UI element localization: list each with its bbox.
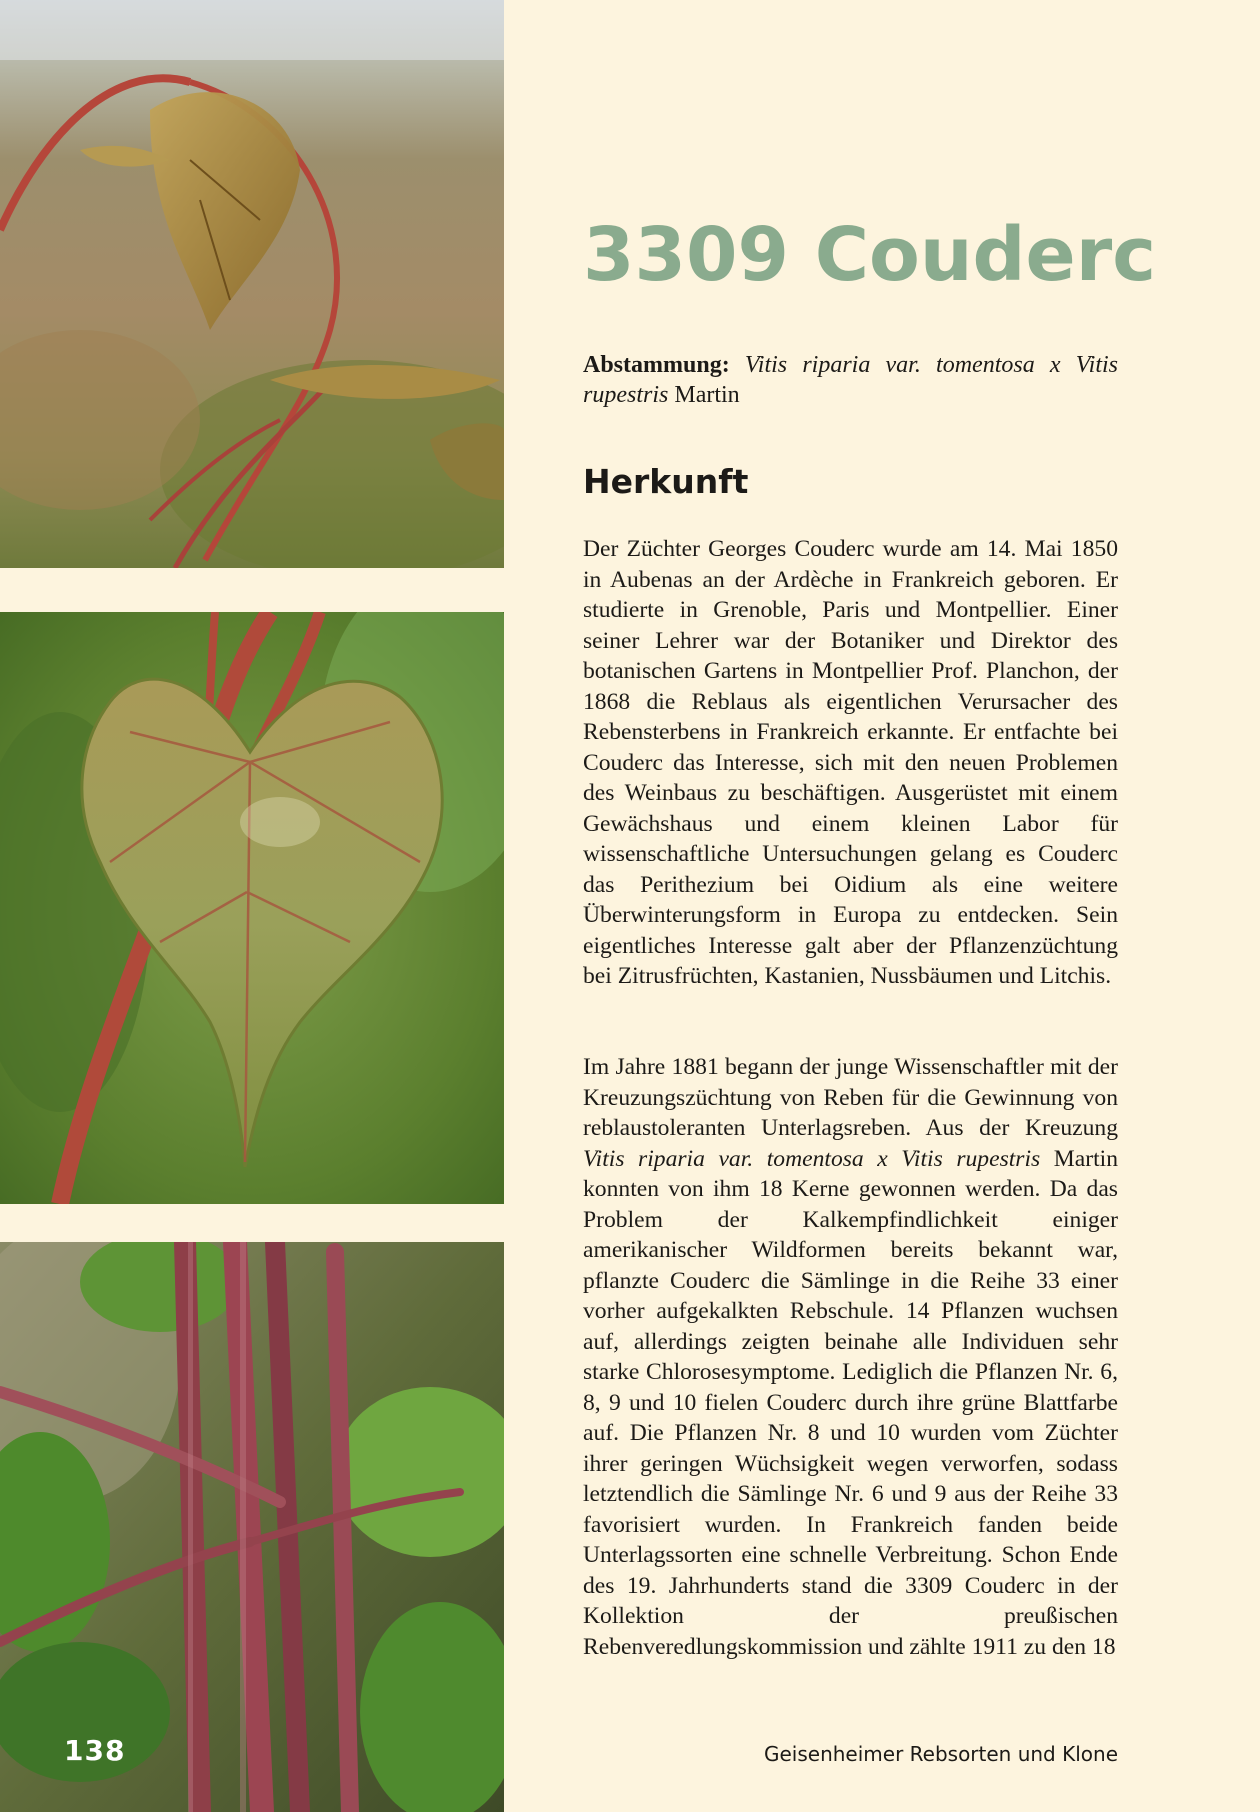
paragraph-2-part-2: Martin konnten von ihm 18 Kerne gewonnen werden. Da das Problem der Kalkempfindlichkeit einiger amerikanischer Wildformen bereits bekannt war, pflanzte Couderc die Sämlinge in die Reihe 33 einer vorher aufgekalkten Rebschule. 14 Pflanzen wuchsen auf, allerdings zeigten beinahe alle Individuen sehr starke Chlorosesymptome. Lediglich die Pflanzen Nr. 6, 8, 9 und 10 fielen Couderc durch ihre grüne Blattfarbe auf. Die Pflanzen Nr. 8 und 10 wurden vom Züchter ihrer geringen Wüchsigkeit wegen verworfen, sodass letztendlich die Sämlinge Nr. 6 und 9 aus der Reihe 33 favorisiert wurden. In Frankreich fanden beide Unterlagssorten eine schnelle Verbreitung. Schon Ende des 19. Jahrhunderts stand die 3309 Couderc in der Kollektion der preußischen Rebenveredlungskommission und zählte 1911 zu den 18 bbox=[583, 1145, 1118, 1660]
body-paragraph-1: Der Züchter Georges Couderc wurde am 14. Mai 1850 in Aubenas an der Ardèche in Frankreich geboren. Er studierte in Grenoble, Paris und Montpellier. Einer seiner Lehrer war der Botaniker und Direktor des botanischen Gartens in Montpellier Prof. Planchon, der 1868 die Reblaus als eigentlichen Verursacher des Rebensterbens in Frankreich erkannte. Er entfachte bei Couderc das Interesse, sich mit den neuen Problemen des Weinbaus zu beschäftigen. Ausgerüstet mit einem Gewächshaus und einem kleinen Labor für wissenschaftliche Untersuchungen gelang es Couderc das Perithezium bei Oidium als eine weitere Überwinterungsform in Europa zu entdecken. Sein eigentliches Interesse galt aber der Pflanzenzüchtung bei Zitrusfrüchten, Kastanien, Nussbäumen und Litchis. bbox=[583, 536, 1118, 989]
photo-vine-canes bbox=[0, 1242, 504, 1812]
photo-vine-leaf bbox=[0, 612, 504, 1204]
lineage-cross: Vitis riparia var. tomentosa x Vitis rupestris bbox=[583, 352, 1118, 408]
lineage-label: Abstammung: bbox=[583, 352, 730, 378]
vine-tendril-photo-icon bbox=[0, 0, 504, 568]
page-title: 3309 Couderc bbox=[583, 212, 1157, 298]
lineage-suffix: Martin bbox=[668, 382, 740, 408]
lineage-line bbox=[583, 350, 1118, 410]
paragraph-2-part-1: Im Jahre 1881 begann der junge Wissenschaftler mit der Kreuzungszüchtung von Reben für die Gewinnung von reblaustoleranten Unterlagsreben. Aus der Kreuzung bbox=[583, 1054, 1118, 1141]
section-heading-herkunft: Herkunft bbox=[583, 462, 749, 501]
page-number: 138 bbox=[64, 1734, 126, 1767]
photo-shoot-tendrils bbox=[0, 0, 504, 568]
page-footer: Geisenheimer Rebsorten und Klone bbox=[763, 1742, 1118, 1766]
paragraph-2-italic: Vitis riparia var. tomentosa x Vitis rupestris bbox=[583, 1145, 1041, 1172]
vine-canes-photo-icon bbox=[0, 1242, 504, 1812]
body-paragraph-2 bbox=[583, 1052, 1118, 1662]
vine-leaf-photo-icon bbox=[0, 612, 504, 1204]
photo-column bbox=[0, 0, 504, 1812]
